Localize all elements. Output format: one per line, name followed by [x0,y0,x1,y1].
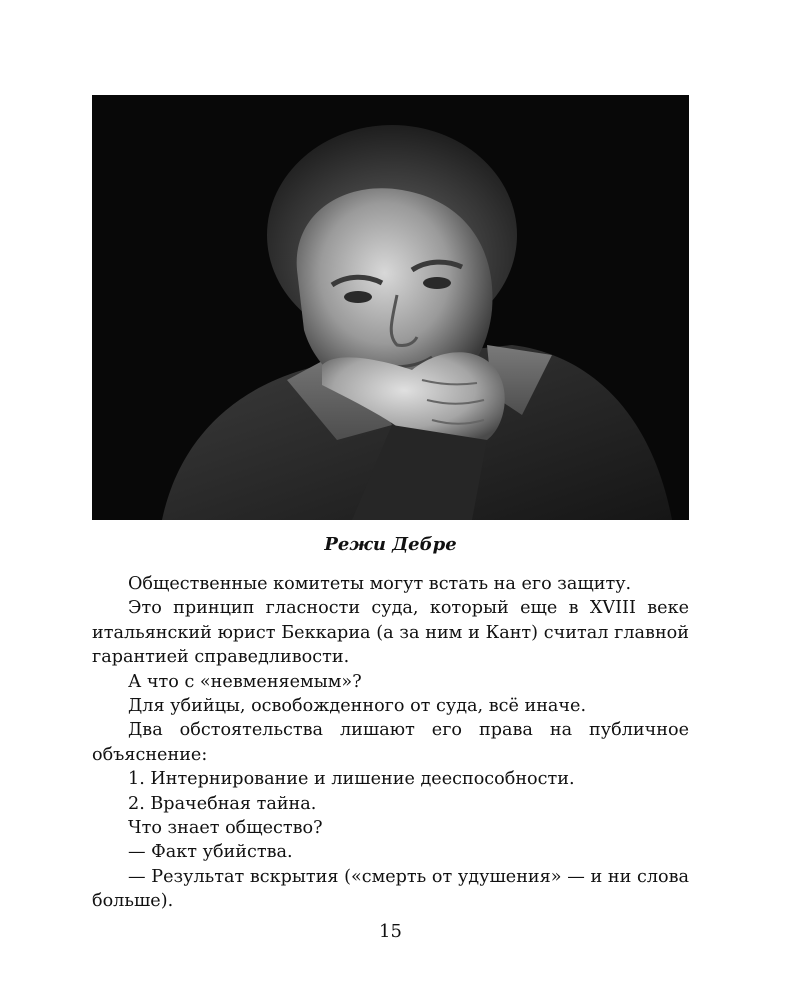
body-text [92,572,689,914]
paragraph: Для убийцы, освобожденного от суда, всё иначе. [128,696,587,717]
portrait-photo [92,95,689,520]
paragraph: Общественные комитеты могут встать на его защиту. [128,574,632,594]
paragraph: — Результат вскрытия («смерть от удушения» — и ни слова больше). [92,866,689,912]
photo-caption: Режи Дебре [324,534,457,555]
paragraph: — Факт убийства. [128,842,293,863]
portrait-illustration [92,95,689,520]
paragraph: А что с «невменяемым»? [128,671,362,692]
list-item: 2. Врачебная тайна. [128,793,317,814]
paragraph: Что знает общество? [128,818,323,839]
paragraph: Это принцип гласности суда, который еще в XVIII веке итальянский юрист Беккариа (а за ним и Кант) считал главной гарантией справедливости. [92,598,689,668]
paragraph: Два обстоятельства лишают его права на публичное объяснение: [92,720,689,765]
list-item: 1. Интернирование и лишение дееспособности. [128,769,575,790]
page-number: 15 [379,921,402,942]
